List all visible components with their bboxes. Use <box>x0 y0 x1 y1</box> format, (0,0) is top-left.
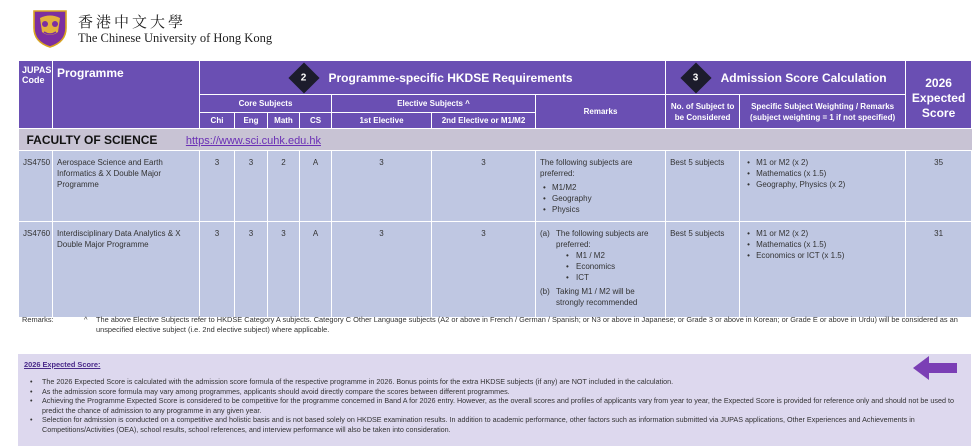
table-row <box>19 151 972 222</box>
list-item: • Physics <box>540 204 661 215</box>
header-num-subjects: No. of Subject to be Considered <box>666 95 740 129</box>
row-score: 35 <box>906 151 972 222</box>
section-2-diamond: 2 <box>288 62 319 93</box>
remarks-list <box>540 228 661 308</box>
header-core-subjects: Core Subjects <box>200 95 332 113</box>
list-item: • Economics <box>556 261 661 272</box>
expected-score-box <box>18 354 971 446</box>
row-code: JS4750 <box>19 151 53 222</box>
remarks-intro: The following subjects are preferred: <box>556 229 649 249</box>
remarks-note: Taking M1 / M2 will be strongly recommended <box>556 287 638 307</box>
left-arrow-icon[interactable] <box>913 356 957 380</box>
row-math: 2 <box>268 151 300 222</box>
remarks-label: Remarks: <box>22 315 54 324</box>
expected-score-list <box>24 377 965 434</box>
list-item: • M1 / M2 <box>556 250 661 261</box>
remarks-sublist <box>556 250 661 283</box>
remarks-list <box>540 182 661 215</box>
header-remarks: Remarks <box>536 95 666 129</box>
header-math: Math <box>268 113 300 129</box>
row-programme: Interdisciplinary Data Analytics & X Double Major Programme <box>53 222 200 318</box>
row-programme: Aerospace Science and Earth Informatics & X Double Major Programme <box>53 151 200 222</box>
list-item: • As the admission score formula may vary among programmes, applicants should avoid directly compare the scores between different programmes. <box>24 387 965 397</box>
list-item: • Mathematics (x 1.5) <box>744 168 901 179</box>
row-code: JS4760 <box>19 222 53 318</box>
university-name-english: The Chinese University of Hong Kong <box>78 31 273 45</box>
weighting-list <box>744 228 901 261</box>
row-weighting <box>740 151 906 222</box>
list-item: • Geography, Physics (x 2) <box>744 179 901 190</box>
list-item: • Geography <box>540 193 661 204</box>
remarks-marker-a: (a) <box>540 229 550 238</box>
list-item: • Selection for admission is conducted on a competitive and holistic basis and is not based solely on HKDSE examination results. In addition to academic performance, other factors such as information submitted via JUPAS applications, Other Experiences and Achievements in Competitions/Activities (OEA), school results, school references, and interview performance will also be taken into consideration. <box>24 415 965 434</box>
header-section-2 <box>200 61 666 95</box>
university-logo <box>30 8 273 50</box>
remarks-text: The above Elective Subjects refer to HKDSE Category A subjects. Category C Other Language subjects (A2 or above in French / German / Spanish; or N3 or above in Japanese; or Grade 3 or above in Korean; or Grade E or above in Urdu) will be considered as an unspecified elective subject (i.e. 2nd elective subject) where applicable. <box>96 315 958 334</box>
list-item <box>540 286 661 308</box>
row-remarks <box>536 151 666 222</box>
row-weighting <box>740 222 906 318</box>
section-2-title: Programme-specific HKDSE Requirements <box>328 70 573 85</box>
list-item: • ICT <box>556 272 661 283</box>
section-3-diamond: 3 <box>680 62 711 93</box>
row-chi: 3 <box>200 222 235 318</box>
row-elective1: 3 <box>332 151 432 222</box>
list-item: • M1 or M2 (x 2) <box>744 157 901 168</box>
row-cs: A <box>300 151 332 222</box>
faculty-website-link[interactable]: https://www.sci.cuhk.edu.hk <box>185 134 321 147</box>
list-item <box>540 228 661 283</box>
list-item: • M1/M2 <box>540 182 661 193</box>
row-eng: 3 <box>235 222 268 318</box>
list-item: • Economics or ICT (x 1.5) <box>744 250 901 261</box>
header-cs: CS <box>300 113 332 129</box>
list-item: • Achieving the Programme Expected Score is considered to be competitive for the programme concerned in Band A for 2026 entry. However, as the overall scores and profiles of applicants vary from year to year, the Expected Score is provided for reference only and should not be used to predict the chance of admission to any programme in any given year. <box>24 396 965 415</box>
expected-score-title: 2026 Expected Score: <box>24 360 101 369</box>
remarks-marker-b: (b) <box>540 287 550 296</box>
row-eng: 3 <box>235 151 268 222</box>
university-name-chinese: 香港中文大學 <box>78 13 187 31</box>
remarks-marker: ^ <box>84 315 88 324</box>
header-section-3 <box>666 61 906 95</box>
header-weighting: Specific Subject Weighting / Remarks (subject weighting = 1 if not specified) <box>740 95 906 129</box>
header-second-elective: 2nd Elective or M1/M2 <box>432 113 536 129</box>
section-3-title: Admission Score Calculation <box>720 70 887 85</box>
header-eng: Eng <box>235 113 268 129</box>
remarks-intro: The following subjects are preferred: <box>540 158 633 178</box>
row-num-subjects: Best 5 subjects <box>666 222 740 318</box>
weighting-list <box>744 157 901 190</box>
header-expected-score: 2026 Expected Score <box>906 61 972 129</box>
row-elective2: 3 <box>432 151 536 222</box>
row-chi: 3 <box>200 151 235 222</box>
remarks-section <box>22 315 962 335</box>
header-programme: Programme <box>53 61 200 129</box>
row-cs: A <box>300 222 332 318</box>
header-first-elective: 1st Elective <box>332 113 432 129</box>
row-elective2: 3 <box>432 222 536 318</box>
requirements-table <box>18 60 972 318</box>
cuhk-crest-icon <box>30 8 70 48</box>
table-row <box>19 222 972 318</box>
list-item: • M1 or M2 (x 2) <box>744 228 901 239</box>
header-elective-subjects: Elective Subjects ^ <box>332 95 536 113</box>
header-jupas-code: JUPAS Code <box>19 61 53 129</box>
row-math: 3 <box>268 222 300 318</box>
row-elective1: 3 <box>332 222 432 318</box>
faculty-row <box>19 129 972 151</box>
faculty-name: FACULTY OF SCIENCE <box>26 132 158 147</box>
row-remarks <box>536 222 666 318</box>
header-chi: Chi <box>200 113 235 129</box>
row-num-subjects: Best 5 subjects <box>666 151 740 222</box>
row-score: 31 <box>906 222 972 318</box>
list-item: • Mathematics (x 1.5) <box>744 239 901 250</box>
list-item: • The 2026 Expected Score is calculated with the admission score formula of the respective programme in 2026. Bonus points for the extra HKDSE subjects (if any) are NOT included in the calculation. <box>24 377 965 387</box>
